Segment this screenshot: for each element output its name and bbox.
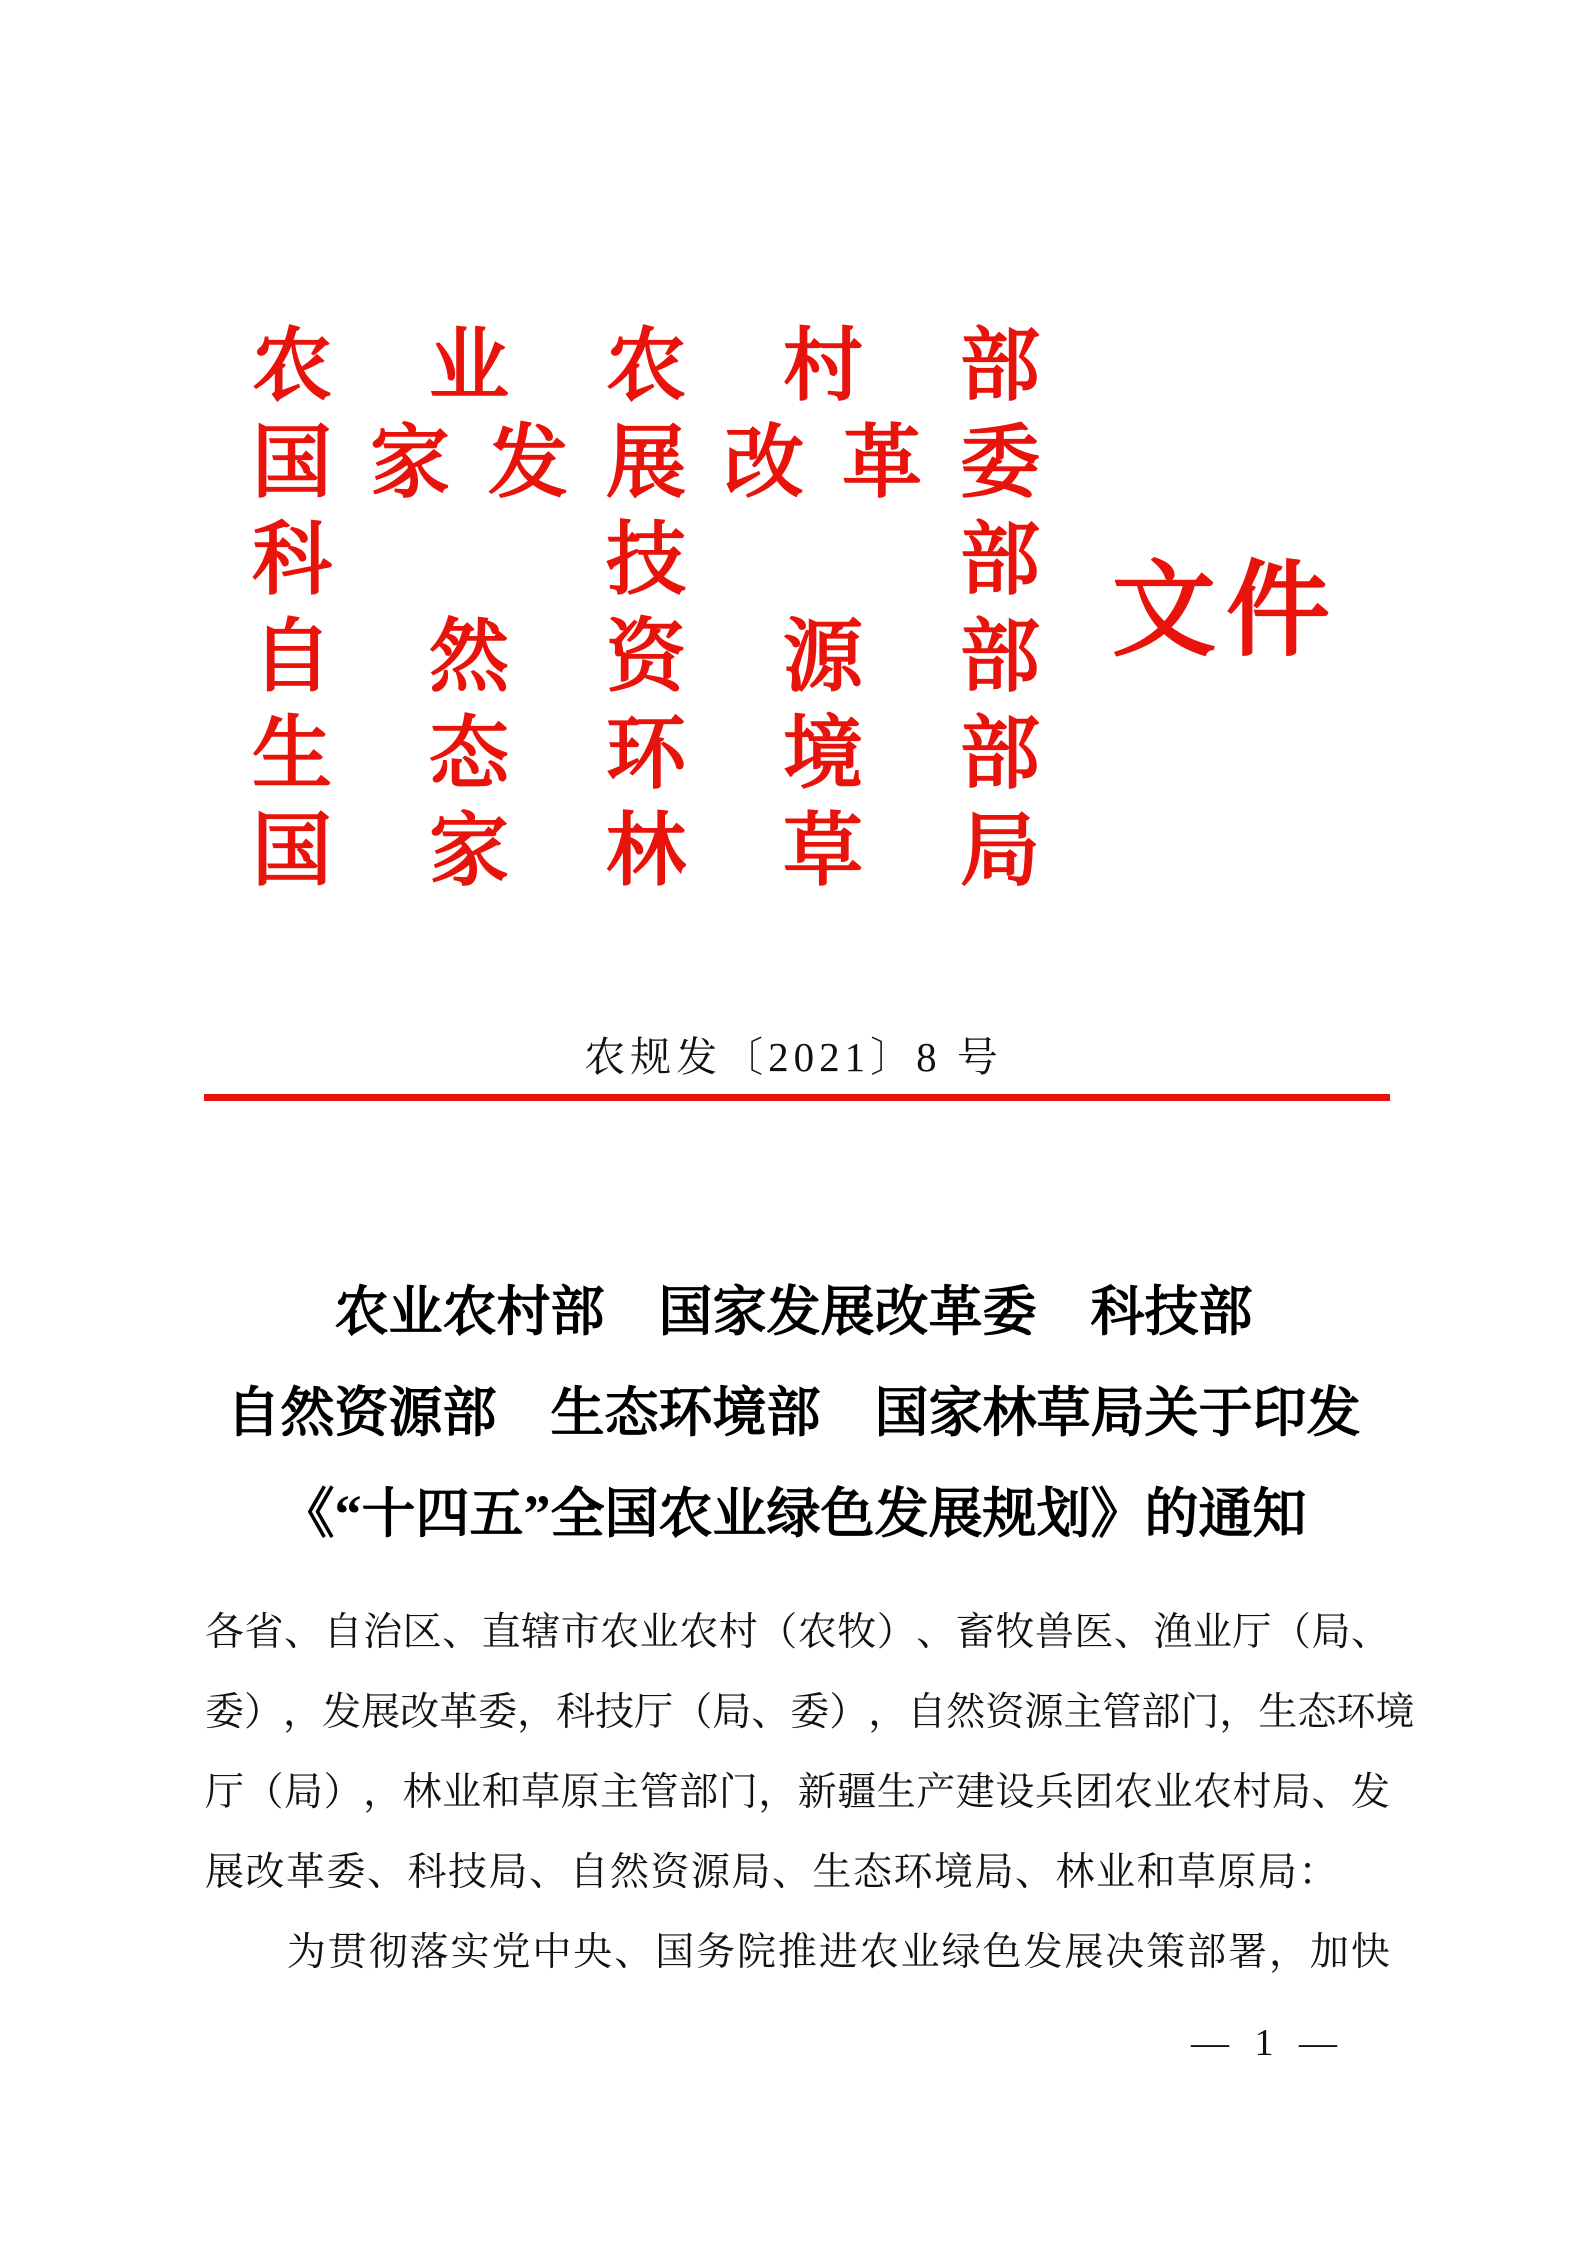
agency-char: 业	[429, 322, 509, 411]
body-char: 建	[955, 1771, 995, 1814]
body-char: 生	[876, 1771, 916, 1814]
body-char: 疆	[837, 1771, 877, 1814]
body-char: 推	[777, 1931, 817, 1974]
agency-char: 源	[783, 613, 863, 702]
agency-line	[252, 318, 1040, 415]
body-line	[205, 1673, 1415, 1753]
body-char: 农	[859, 1931, 899, 1974]
agency-char: 林	[606, 807, 686, 896]
body-char: 业	[442, 1771, 482, 1814]
title-line-1: 农业农村部 国家发展改革委 科技部	[334, 1282, 1253, 1342]
body-char: 改	[400, 1691, 440, 1734]
body-char: 各	[205, 1611, 245, 1654]
body-char: 厅	[634, 1691, 674, 1734]
letterhead-document-label: 文件	[1112, 554, 1341, 669]
document-body	[205, 1593, 1415, 1993]
body-char: 彻	[368, 1931, 408, 1974]
body-char: 业	[900, 1931, 940, 1974]
body-char: 实	[450, 1931, 490, 1974]
body-char: 部	[679, 1771, 719, 1814]
body-char: （	[244, 1771, 284, 1814]
body-char: 区	[402, 1611, 442, 1654]
body-char: ）	[829, 1691, 869, 1734]
body-char: 、	[1350, 1611, 1390, 1654]
body-char: 厅	[205, 1771, 245, 1814]
agency-char: 展	[606, 419, 686, 508]
body-char: 生	[1258, 1691, 1298, 1734]
body-line	[205, 1913, 1390, 1993]
body-char: 部	[1141, 1691, 1181, 1734]
agency-char: 然	[429, 613, 509, 702]
body-char: 决	[1105, 1931, 1145, 1974]
body-char: 资	[985, 1691, 1025, 1734]
body-char: 、	[614, 1931, 654, 1974]
agency-char: 态	[429, 710, 509, 799]
agency-char: 家	[429, 807, 509, 896]
body-char: ）	[876, 1611, 916, 1654]
agency-char: 国	[252, 419, 332, 508]
body-char: 展	[361, 1691, 401, 1734]
body-char: 务	[696, 1931, 736, 1974]
agency-char: 国	[252, 807, 332, 896]
agency-line	[252, 803, 1040, 900]
body-char: 主	[600, 1771, 640, 1814]
body-char: 策	[1146, 1931, 1186, 1974]
body-char: 院	[736, 1931, 776, 1974]
body-char: 然	[946, 1691, 986, 1734]
body-char: 加	[1309, 1931, 1349, 1974]
agency-char: 技	[606, 516, 686, 605]
body-char: 业	[1192, 1611, 1232, 1654]
body-char: 发	[1023, 1931, 1063, 1974]
body-char: 态	[1297, 1691, 1337, 1734]
body-char: 革	[439, 1691, 479, 1734]
body-char: 农	[1113, 1771, 1153, 1814]
body-char: （	[758, 1611, 798, 1654]
body-char: 直	[481, 1611, 521, 1654]
body-char: ，	[517, 1691, 557, 1734]
title-line-2: 自然资源部 生态环境部 国家林草局关于印发	[226, 1383, 1361, 1443]
body-char: 兽	[1034, 1611, 1074, 1654]
body-char: 环	[1336, 1691, 1376, 1734]
body-char: ）	[323, 1771, 363, 1814]
body-char: 团	[1074, 1771, 1114, 1814]
agency-char: 部	[960, 516, 1040, 605]
body-char: 委	[790, 1691, 830, 1734]
agency-line	[252, 415, 1040, 512]
document-number: 农规发〔2021〕8 号	[584, 1034, 1003, 1080]
body-char: 落	[409, 1931, 449, 1974]
body-char: ，	[283, 1691, 323, 1734]
body-char: 展	[1064, 1931, 1104, 1974]
body-char	[246, 1913, 285, 1993]
agency-char: 部	[960, 613, 1040, 702]
body-char: 医	[1074, 1611, 1114, 1654]
body-char: 贯	[327, 1931, 367, 1974]
body-char: 发	[1350, 1771, 1390, 1814]
body-char: 局	[712, 1691, 752, 1734]
body-char: 草	[521, 1771, 561, 1814]
body-char: 原	[560, 1771, 600, 1814]
body-char: 局	[284, 1771, 324, 1814]
body-char: 兵	[1034, 1771, 1074, 1814]
red-divider-line	[204, 1094, 1390, 1101]
body-char: 央	[573, 1931, 613, 1974]
body-char: 进	[818, 1931, 858, 1974]
title-line-3: 《“十四五”全国农业绿色发展规划》的通知	[280, 1484, 1307, 1544]
body-char: 治	[363, 1611, 403, 1654]
agency-char: 发	[488, 419, 568, 508]
agency-char: 部	[960, 710, 1040, 799]
body-char: 产	[916, 1771, 956, 1814]
body-char: 渔	[1153, 1611, 1193, 1654]
body-char: ，	[363, 1771, 403, 1814]
body-char: 、	[1113, 1611, 1153, 1654]
body-char: 牧	[837, 1611, 877, 1654]
agency-char: 境	[783, 710, 863, 799]
agency-line	[252, 512, 1040, 609]
agency-char: 科	[252, 516, 332, 605]
body-char: 、	[442, 1611, 482, 1654]
body-char: 为	[286, 1931, 326, 1974]
body-char: 发	[322, 1691, 362, 1734]
agency-char: 草	[783, 807, 863, 896]
body-char: 省	[244, 1611, 284, 1654]
body-char: 业	[639, 1611, 679, 1654]
body-char: 部	[1187, 1931, 1227, 1974]
body-char: 、	[284, 1611, 324, 1654]
body-char: 署	[1228, 1931, 1268, 1974]
page-number: — 1 —	[1191, 2022, 1345, 2064]
agency-char: 农	[606, 322, 686, 411]
body-char: 、	[751, 1691, 791, 1734]
body-char: 管	[639, 1771, 679, 1814]
body-char: 绿	[941, 1931, 981, 1974]
body-char: （	[673, 1691, 713, 1734]
agency-char: 局	[960, 807, 1040, 896]
agency-char: 自	[252, 613, 332, 702]
agency-line	[252, 706, 1040, 803]
body-char: 快	[1350, 1931, 1390, 1974]
body-line	[205, 1753, 1390, 1833]
agency-char: 革	[842, 419, 922, 508]
letterhead-agency-names	[252, 318, 1040, 900]
body-char: ，	[868, 1691, 908, 1734]
body-char: 牧	[995, 1611, 1035, 1654]
body-char: 党	[491, 1931, 531, 1974]
body-char: 业	[1153, 1771, 1193, 1814]
body-char: 国	[655, 1931, 695, 1974]
agency-char: 资	[606, 613, 686, 702]
body-char: 村	[718, 1611, 758, 1654]
body-char: 、	[916, 1611, 956, 1654]
body-char: 农	[679, 1611, 719, 1654]
body-line: 展改革委、科技局、自然资源局、生态环境局、林业和草原局：	[205, 1851, 1340, 1894]
body-char: 源	[1024, 1691, 1064, 1734]
body-char: 新	[797, 1771, 837, 1814]
body-char: 委	[478, 1691, 518, 1734]
body-char: 自	[907, 1691, 947, 1734]
body-char	[205, 1913, 244, 1993]
body-char: 厅	[1232, 1611, 1272, 1654]
body-char: 和	[481, 1771, 521, 1814]
body-char: 辖	[521, 1611, 561, 1654]
body-char: 农	[1192, 1771, 1232, 1814]
agency-char: 环	[606, 710, 686, 799]
body-char: ，	[1268, 1931, 1308, 1974]
body-char: 中	[532, 1931, 572, 1974]
document-title	[90, 1262, 1497, 1565]
body-char: ，	[758, 1771, 798, 1814]
body-char: （	[1271, 1611, 1311, 1654]
body-char: 农	[600, 1611, 640, 1654]
agency-char: 改	[724, 419, 804, 508]
body-char: 主	[1063, 1691, 1103, 1734]
agency-char: 委	[960, 419, 1040, 508]
agency-char: 生	[252, 710, 332, 799]
agency-char: 家	[370, 419, 450, 508]
body-char: 农	[797, 1611, 837, 1654]
agency-char: 农	[252, 322, 332, 411]
body-char: 、	[1311, 1771, 1351, 1814]
body-char: 管	[1102, 1691, 1142, 1734]
agency-char: 部	[960, 322, 1040, 411]
body-char: 畜	[955, 1611, 995, 1654]
body-char: ）	[244, 1691, 284, 1734]
body-line	[205, 1593, 1390, 1673]
body-char: 设	[995, 1771, 1035, 1814]
body-char: 境	[1375, 1691, 1415, 1734]
agency-char: 村	[783, 322, 863, 411]
body-char: 技	[595, 1691, 635, 1734]
body-char: 市	[560, 1611, 600, 1654]
body-char: 色	[982, 1931, 1022, 1974]
body-char: 局	[1271, 1771, 1311, 1814]
body-char: 村	[1232, 1771, 1272, 1814]
body-char: 局	[1311, 1611, 1351, 1654]
body-char: ，	[1219, 1691, 1259, 1734]
body-char: 自	[323, 1611, 363, 1654]
body-char: 委	[205, 1691, 245, 1734]
agency-line	[252, 609, 1040, 706]
body-char: 科	[556, 1691, 596, 1734]
body-char: 门	[1180, 1691, 1220, 1734]
body-char: 林	[402, 1771, 442, 1814]
body-char: 门	[718, 1771, 758, 1814]
